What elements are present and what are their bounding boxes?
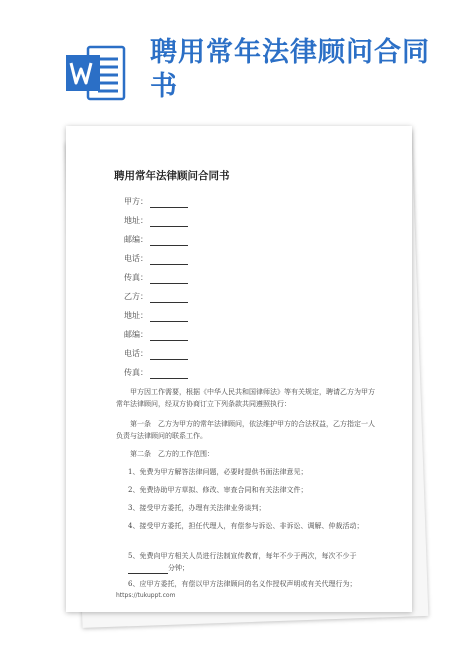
field-label: 传真： bbox=[124, 368, 148, 377]
field-blank bbox=[150, 236, 188, 246]
field-label: 电话： bbox=[124, 349, 148, 358]
field-party-b bbox=[124, 291, 188, 303]
field-blank bbox=[150, 217, 188, 227]
field-label: 乙方： bbox=[124, 292, 148, 301]
field-label: 邮编： bbox=[124, 330, 148, 339]
page-header bbox=[0, 0, 474, 120]
field-address-a bbox=[124, 215, 188, 227]
field-blank bbox=[150, 274, 188, 284]
list-item: 3、接受甲方委托，办理有关法律业务谈判； bbox=[128, 504, 266, 512]
document-title: 聘用常年法律顾问合同书 bbox=[114, 170, 230, 182]
field-blank bbox=[150, 369, 188, 379]
list-item bbox=[128, 550, 378, 574]
field-postcode-b bbox=[124, 329, 188, 341]
field-blank bbox=[150, 255, 188, 265]
field-address-b bbox=[124, 310, 188, 322]
field-blank bbox=[150, 312, 188, 322]
field-phone-b bbox=[124, 348, 188, 360]
document-page bbox=[66, 126, 412, 612]
field-blank bbox=[150, 293, 188, 303]
list-item-text: 分钟； bbox=[168, 564, 189, 572]
field-label: 传真： bbox=[124, 273, 148, 282]
field-label: 电话： bbox=[124, 254, 148, 263]
field-party-a bbox=[124, 196, 188, 208]
field-fax-a bbox=[124, 272, 188, 284]
list-item: 1、免费为甲方解答法律问题，必要时提供书面法律意见； bbox=[128, 468, 308, 476]
field-label: 地址： bbox=[124, 311, 148, 320]
field-blank bbox=[128, 565, 168, 574]
list-item-text: 5、免费向甲方相关人员进行法制宣传教育，每年不少于两次，每次不少于 bbox=[128, 552, 357, 560]
field-blank bbox=[150, 198, 188, 208]
field-blank bbox=[150, 331, 188, 341]
list-item: 4、接受甲方委托，担任代理人，有偿参与诉讼、非诉讼、调解、仲裁活动； bbox=[128, 522, 364, 530]
article-2: 第二条 乙方的工作范围： bbox=[130, 450, 214, 458]
word-document-icon bbox=[66, 45, 126, 101]
page-title: 聘用常年法律顾问合同书 bbox=[150, 37, 430, 102]
field-label: 邮编： bbox=[124, 235, 148, 244]
field-label: 甲方： bbox=[124, 197, 148, 206]
field-blank bbox=[150, 350, 188, 360]
field-label: 地址： bbox=[124, 216, 148, 225]
field-fax-b bbox=[124, 367, 188, 379]
field-phone-a bbox=[124, 253, 188, 265]
source-url[interactable]: https://tukuppt.com bbox=[116, 592, 176, 599]
intro-paragraph: 甲方因工作需要，根据《中华人民共和国律师法》等有关规定，聘请乙方为甲方常年法律顾问，经双方协商订立下列条款共同遵照执行： bbox=[116, 388, 375, 408]
list-item: 2、免费协助甲方草拟、修改、审查合同和有关法律文件； bbox=[128, 486, 308, 494]
article-1: 第一条 乙方为甲方的常年法律顾问，依法维护甲方的合法权益，乙方指定一人负责与法律顾问的联系工作。 bbox=[116, 420, 375, 440]
field-postcode-a bbox=[124, 234, 188, 246]
list-item: 6、应甲方委托，有偿以甲方法律顾问的名义作授权声明或有关代理行为； bbox=[128, 580, 357, 588]
